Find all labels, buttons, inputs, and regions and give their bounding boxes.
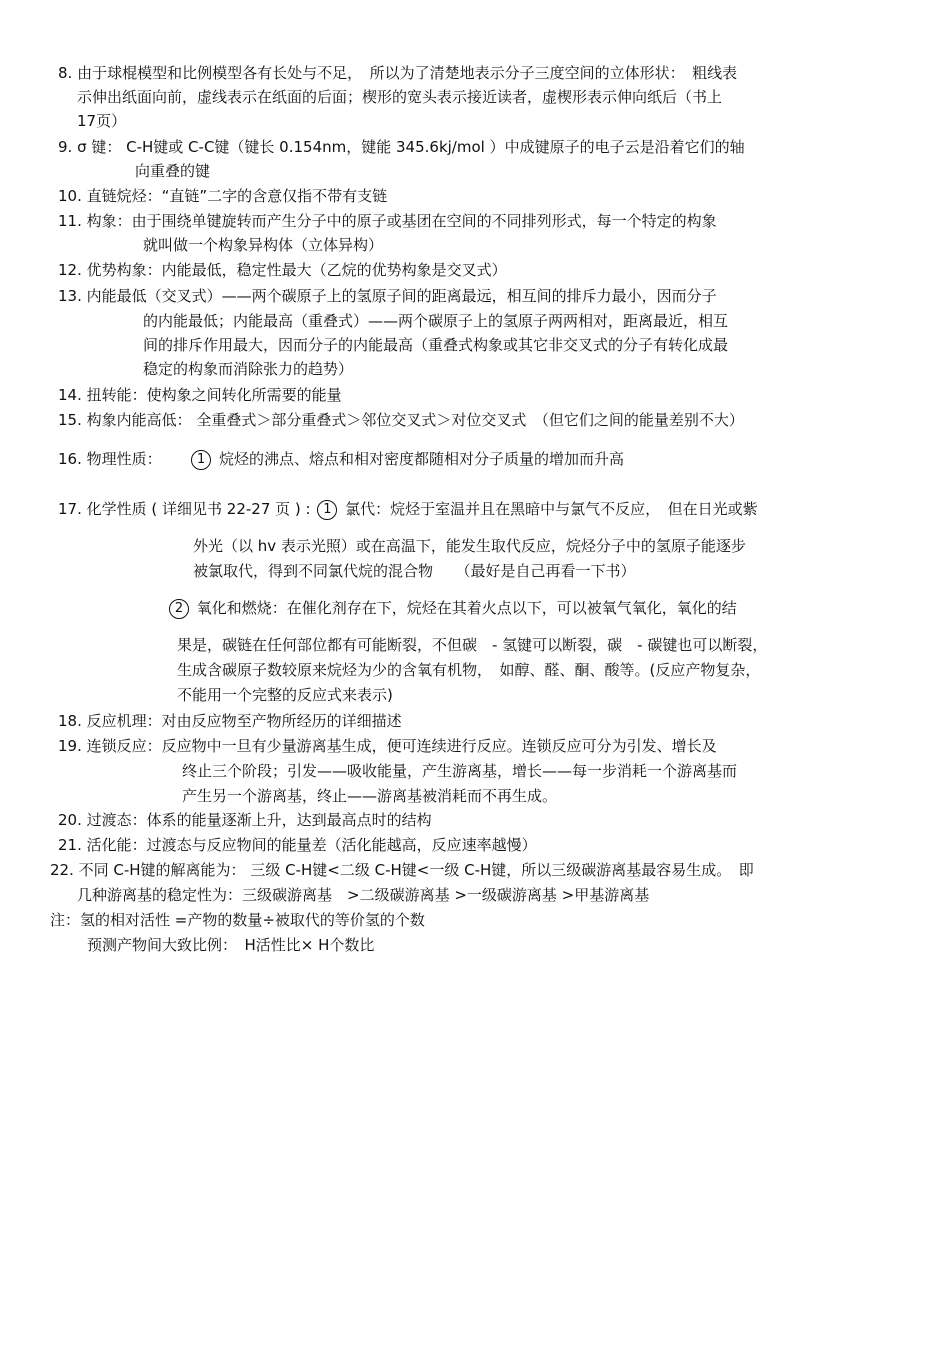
item-9-line-1: 9. σ 键： C-H键或 C-C键（键长 0.154nm，键能 345.6kj/mol ）中成键原子的电子云是沿着它们的轴 [58,138,745,156]
item-17-line-7: 不能用一个完整的反应式来表示) [177,686,393,704]
note-line-2: 预测产物间大致比例： H活性比× H个数比 [87,936,375,954]
item-22-line-2: 几种游离基的稳定性为：三级碳游离基 >二级碳游离基 >一级碳游离基 >甲基游离基 [77,886,650,904]
item-13-line-1: 13. 内能最低（交叉式）——两个碳原子上的氢原子间的距离最远，相互间的排斥力最小，因而分子 [58,287,717,305]
item-17-line-5: 果是，碳链在任何部位都有可能断裂，不但碳 - 氢键可以断裂，碳 - 碳键也可以断裂， [177,636,768,654]
item-17-oxidation: 氧化和燃烧：在催化剂存在下，烷烃在其着火点以下，可以被氧气氧化，氧化的结 [196,599,737,617]
item-8-line-1: 8. 由于球棍模型和比例模型各有长处与不足， 所以为了清楚地表示分子三度空间的立体形状： 粗线表 [58,64,738,82]
item-21: 21. 活化能：过渡态与反应物间的能量差（活化能越高，反应速率越慢） [58,836,537,854]
item-19-line-1: 19. 连锁反应：反应物中一旦有少量游离基生成，便可连续进行反应。连锁反应可分为引发、增长及 [58,737,717,755]
item-19-line-3: 产生另一个游离基，终止——游离基被消耗而不再生成。 [182,787,558,805]
item-13-line-3: 间的排斥作用最大，因而分子的内能最高（重叠式构象或其它非交叉式的分子有转化成最 [143,336,729,354]
item-8-line-3: 17页） [77,112,127,130]
item-20: 20. 过渡态：体系的能量逐渐上升，达到最高点时的结构 [58,811,432,829]
item-16 [58,448,624,470]
item-10: 10. 直链烷烃：“直链”二字的含意仅指不带有支链 [58,187,388,205]
item-9-line-2: 向重叠的键 [135,162,211,180]
item-8-line-2: 示伸出纸面向前，虚线表示在纸面的后面；楔形的宽头表示接近读者，虚楔形表示伸向纸后（书上 [77,88,723,106]
item-11-line-2: 就叫做一个构象异构体（立体异构） [143,236,384,254]
circled-number-1-icon: 1 [191,450,211,470]
circled-number-2-icon: 2 [169,599,189,619]
item-16-text: 烷烃的沸点、熔点和相对密度都随相对分子质量的增加而升高 [218,450,624,468]
item-15: 15. 构象内能高低： 全重叠式＞部分重叠式＞邻位交叉式＞对位交叉式 （但它们之间的能量差别不大） [58,411,744,429]
item-19-line-2: 终止三个阶段；引发——吸收能量，产生游离基，增长——每一步消耗一个游离基而 [182,762,738,780]
item-11-line-1: 11. 构象：由于围绕单键旋转而产生分子中的原子或基团在空间的不同排列形式，每一个特定的构象 [58,212,717,230]
item-13-line-2: 的内能最低；内能最高（重叠式）——两个碳原子上的氢原子两两相对，距离最近，相互 [143,312,729,330]
note-line-1: 注：氢的相对活性 =产物的数量÷被取代的等价氢的个数 [50,911,425,929]
item-18: 18. 反应机理：对由反应物至产物所经历的详细描述 [58,712,402,730]
circled-number-1-icon: 1 [317,500,337,520]
item-13-line-4: 稳定的构象而消除张力的趋势） [143,360,354,378]
item-17-chlorination: 氯代：烷烃于室温并且在黑暗中与氯气不反应， 但在日光或紫 [345,500,758,518]
item-12: 12. 优势构象：内能最低，稳定性最大（乙烷的优势构象是交叉式） [58,261,507,279]
item-17-line-4 [167,597,737,619]
item-16-prefix: 16. 物理性质： [58,450,162,468]
item-17-line-2: 外光（以 hv 表示光照）或在高温下，能发生取代反应，烷烃分子中的氢原子能逐步 [193,537,746,555]
item-17-line-6: 生成含碳原子数较原来烷烃为少的含氧有机物， 如醇、醛、酮、酸等。(反应产物复杂， [177,661,761,679]
item-14: 14. 扭转能：使构象之间转化所需要的能量 [58,386,342,404]
item-17-line-3: 被氯取代，得到不同氯代烷的混合物 （最好是自己再看一下书） [193,562,636,580]
item-17-prefix: 17. 化学性质 ( 详细见书 22-27 页 ) : [58,500,311,518]
item-17-line-1 [58,498,758,520]
item-22-line-1: 22. 不同 C-H键的解离能为： 三级 C-H键<二级 C-H键<一级 C-H键，所以三级碳游离基最容易生成。 即 [50,861,754,879]
